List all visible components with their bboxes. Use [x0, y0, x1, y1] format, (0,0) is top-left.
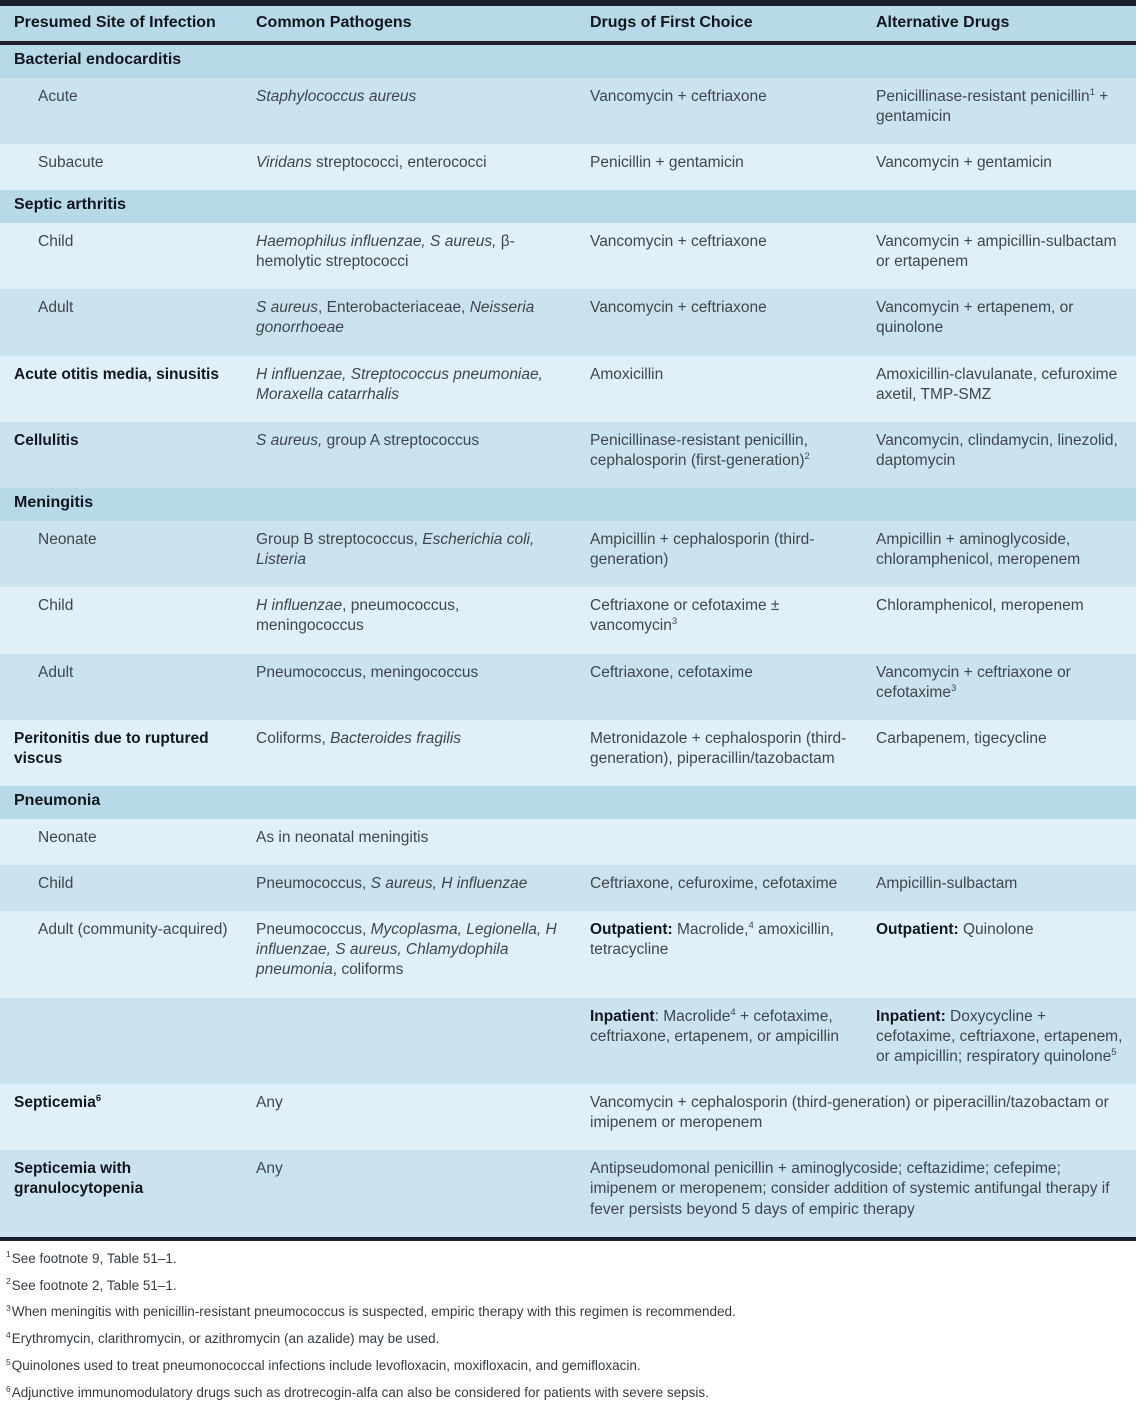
site-cell: Peritonitis due to ruptured viscus — [0, 720, 242, 786]
pathogens-cell: Any — [242, 1150, 576, 1238]
first-choice-cell: Vancomycin + ceftriaxone — [576, 223, 862, 289]
site-cell — [0, 998, 242, 1084]
site-cell: Neonate — [0, 521, 242, 587]
alternative-cell: Vancomycin, clindamycin, linezolid, daptomycin — [862, 422, 1136, 488]
footnote: $^2$See footnote 2, Table 51–1. — [6, 1276, 177, 1293]
pathogens-cell: Staphylococcus aureus — [242, 78, 576, 144]
section-row — [0, 488, 1136, 521]
alternative-cell: Penicillinase-resistant penicillin$^1$ + gentamicin — [862, 78, 1136, 144]
section-row — [0, 190, 1136, 223]
alternative-cell: Ampicillin + aminoglycoside, chloramphenicol, meropenem — [862, 521, 1136, 587]
pathogens-cell: Pneumococcus, meningococcus — [242, 654, 576, 720]
footnote: $^3$When meningitis with penicillin-resistant pneumococcus is suspected, empiric therapy with this regimen is recommended. — [6, 1302, 736, 1320]
first-choice-cell: Inpatient: Macrolide$^4$ + cefotaxime, ceftriaxone, ertapenem, or ampicillin — [576, 998, 862, 1084]
section-label: Meningitis — [0, 488, 1136, 521]
alternative-cell: Ampicillin-sulbactam — [862, 865, 1136, 911]
footnote: $^5$Quinolones used to treat pneumonococcal infections include levofloxacin, moxifloxacin, and gemifloxacin. — [6, 1356, 641, 1374]
site-cell: Child — [0, 865, 242, 911]
table-row — [0, 865, 1136, 911]
first-choice-cell: Ampicillin + cephalosporin (third- generation) — [576, 521, 862, 587]
site-cell: Child — [0, 587, 242, 653]
table-row — [0, 1084, 1136, 1150]
table-body — [0, 43, 1136, 1239]
table-header — [0, 3, 1136, 43]
pathogens-cell: H influenzae, pneumococcus, meningococcus — [242, 587, 576, 653]
pathogens-cell — [242, 998, 576, 1084]
table-row — [0, 422, 1136, 488]
footnote-marker: 1 — [6, 1249, 11, 1260]
column-header-alternative: Alternative Drugs — [862, 3, 1136, 43]
first-choice-cell: Ceftriaxone or cefotaxime ± vancomycin$^3$ — [576, 587, 862, 653]
alternative-cell: Chloramphenicol, meropenem — [862, 587, 1136, 653]
first-choice-cell: Ceftriaxone, cefuroxime, cefotaxime — [576, 865, 862, 911]
table-row — [0, 223, 1136, 289]
footnote-marker: 6 — [6, 1383, 11, 1394]
site-cell: Adult — [0, 289, 242, 355]
pathogens-cell: As in neonatal meningitis — [242, 819, 576, 865]
site-cell: Acute otitis media, sinusitis — [0, 356, 242, 422]
pathogens-cell: Group B streptococcus, Escherichia coli, Listeria — [242, 521, 576, 587]
table-row — [0, 1150, 1136, 1238]
site-cell: Septicemia$^6$ — [0, 1084, 242, 1150]
site-cell: Cellulitis — [0, 422, 242, 488]
first-choice-cell: Amoxicillin — [576, 356, 862, 422]
pathogens-cell: S aureus, Enterobacteriaceae, Neisseria gonorrhoeae — [242, 289, 576, 355]
table-row — [0, 521, 1136, 587]
table-row — [0, 144, 1136, 190]
pathogens-cell: Any — [242, 1084, 576, 1150]
table-row — [0, 78, 1136, 144]
column-header-pathogens: Common Pathogens — [242, 3, 576, 43]
footnote-marker: 3 — [6, 1302, 11, 1313]
alternative-cell: Vancomycin + ceftriaxone or cefotaxime$^3$ — [862, 654, 1136, 720]
first-choice-cell — [576, 819, 862, 865]
table-row — [0, 911, 1136, 997]
table-row — [0, 720, 1136, 786]
table-row — [0, 998, 1136, 1084]
site-cell: Adult (community-acquired) — [0, 911, 242, 997]
alternative-cell: Vancomycin + gentamicin — [862, 144, 1136, 190]
first-choice-cell: Penicillin + gentamicin — [576, 144, 862, 190]
pathogens-cell: Coliforms, Bacteroides fragilis — [242, 720, 576, 786]
table-row — [0, 819, 1136, 865]
site-cell: Neonate — [0, 819, 242, 865]
column-header-first-choice: Drugs of First Choice — [576, 3, 862, 43]
site-cell: Adult — [0, 654, 242, 720]
header-row — [0, 3, 1136, 43]
footnotes-block — [0, 1241, 1140, 1402]
alternative-cell: Carbapenem, tigecycline — [862, 720, 1136, 786]
section-label: Septic arthritis — [0, 190, 1136, 223]
alternative-cell: Vancomycin + ertapenem, or quinolone — [862, 289, 1136, 355]
column-header-site: Presumed Site of Infection — [0, 3, 242, 43]
pathogens-cell: H influenzae, Streptococcus pneumoniae, Moraxella catarrhalis — [242, 356, 576, 422]
table-row — [0, 356, 1136, 422]
alternative-cell: Inpatient: Doxycycline + cefotaxime, ceftriaxone, ertapenem, or ampicillin; respiratory quinolone$^5$ — [862, 998, 1136, 1084]
first-choice-cell: Metronidazole + cephalosporin (third-generation), piperacillin/tazobactam — [576, 720, 862, 786]
site-cell: Acute — [0, 78, 242, 144]
table-row — [0, 654, 1136, 720]
first-choice-cell: Ceftriaxone, cefotaxime — [576, 654, 862, 720]
section-label: Pneumonia — [0, 786, 1136, 819]
footnote: $^4$Erythromycin, clarithromycin, or azithromycin (an azalide) may be used. — [6, 1329, 440, 1347]
site-cell: Subacute — [0, 144, 242, 190]
table-row — [0, 289, 1136, 355]
pathogens-cell: Pneumococcus, Mycoplasma, Legionella, H influenzae, S aureus, Chlamydophila pneumonia, coliforms — [242, 911, 576, 997]
first-choice-cell: Vancomycin + ceftriaxone — [576, 78, 862, 144]
site-cell: Septicemia with granulocytopenia — [0, 1150, 242, 1238]
pathogens-cell: Haemophilus influenzae, S aureus, β-hemolytic streptococci — [242, 223, 576, 289]
footnote-marker: 4 — [6, 1329, 11, 1340]
footnote-marker: 2 — [6, 1276, 11, 1287]
first-choice-cell: Vancomycin + cephalosporin (third-generation) or piperacillin/tazobactam or imipenem or meropenem — [576, 1084, 1136, 1150]
alternative-cell — [862, 819, 1136, 865]
alternative-cell: Vancomycin + ampicillin-sulbactam or ertapenem — [862, 223, 1136, 289]
footnote: $^1$See footnote 9, Table 51–1. — [6, 1249, 177, 1266]
section-row — [0, 43, 1136, 78]
section-row — [0, 786, 1136, 819]
pathogens-cell: Pneumococcus, S aureus, H influenzae — [242, 865, 576, 911]
footnote: $^6$Adjunctive immunomodulatory drugs such as drotrecogin-alfa can also be considered for patients with severe sepsis. — [6, 1383, 709, 1401]
pathogens-cell: Viridans streptococci, enterococci — [242, 144, 576, 190]
table-row — [0, 587, 1136, 653]
first-choice-cell: Vancomycin + ceftriaxone — [576, 289, 862, 355]
first-choice-cell: Penicillinase-resistant penicillin, cephalosporin (first-generation)$^2$ — [576, 422, 862, 488]
pathogens-cell: S aureus, group A streptococcus — [242, 422, 576, 488]
site-cell: Child — [0, 223, 242, 289]
first-choice-cell: Outpatient: Macrolide,$^4$ amoxicillin, tetracycline — [576, 911, 862, 997]
alternative-cell: Amoxicillin-clavulanate, cefuroxime axetil, TMP-SMZ — [862, 356, 1136, 422]
section-label: Bacterial endocarditis — [0, 43, 1136, 78]
alternative-cell: Outpatient: Quinolone — [862, 911, 1136, 997]
footnote-marker: 5 — [6, 1356, 11, 1367]
first-choice-cell: Antipseudomonal penicillin + aminoglycoside; ceftazidime; cefepime; imipenem or meropenem; consider addition of systemic antifungal therapy if fever persists beyond 5 days of empiric therapy — [576, 1150, 1136, 1238]
